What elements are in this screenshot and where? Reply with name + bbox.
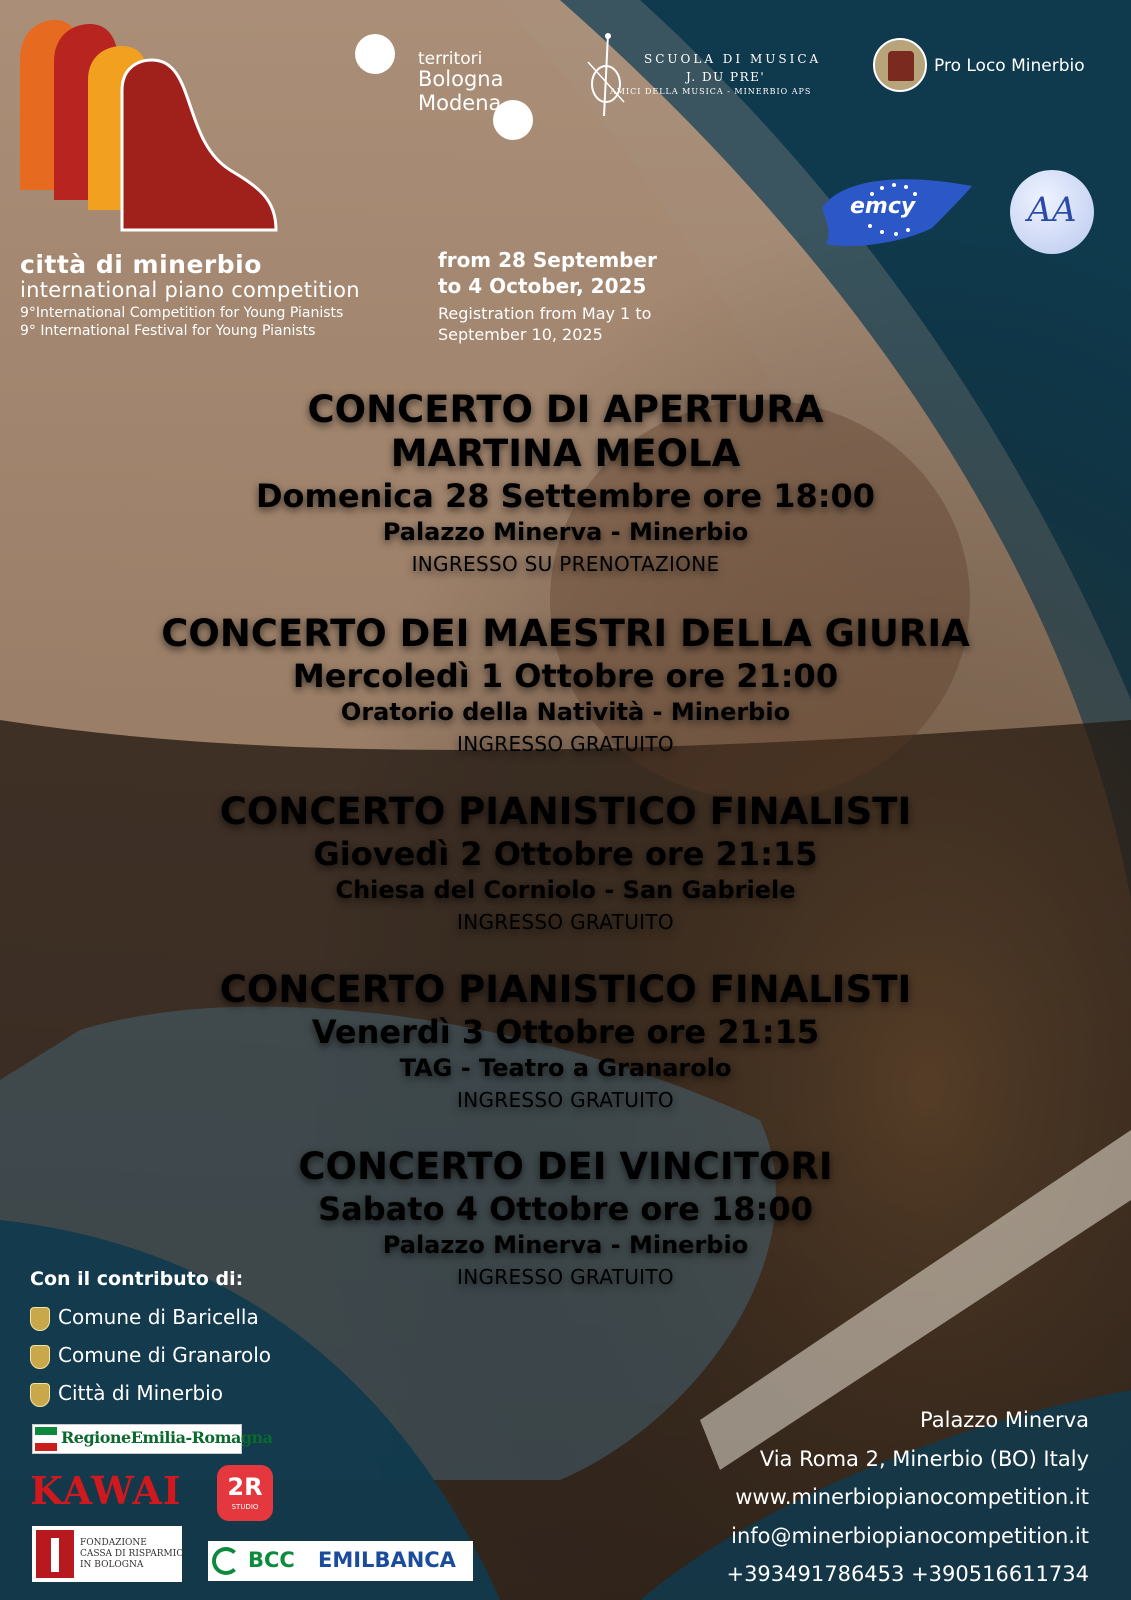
concert-title: CONCERTO DI APERTURA xyxy=(307,388,824,431)
logo-line-competition: 9°International Competition for Young Pianists xyxy=(20,305,344,321)
2r-studio-logo xyxy=(217,1465,273,1521)
concert-finalists-2 xyxy=(0,968,1131,1116)
seal-icon xyxy=(873,38,927,92)
territori-bologna-modena-logo xyxy=(355,34,535,142)
crest-icon xyxy=(30,1383,50,1407)
bcc-emilbanca-logo xyxy=(208,1541,473,1581)
competition-dates xyxy=(438,247,657,345)
fondazione-line3: IN BOLOGNA xyxy=(80,1560,144,1570)
scuola-sub2: AMICI DELLA MUSICA - MINERBIO APS xyxy=(610,87,812,96)
crest-icon xyxy=(30,1345,50,1369)
concert-performer: MARTINA MEOLA xyxy=(390,432,741,475)
venue-name: Palazzo Minerva xyxy=(920,1408,1089,1432)
concert-datetime: Mercoledì 1 Ottobre ore 21:00 xyxy=(292,657,839,695)
emcy-logo xyxy=(812,168,982,254)
contributor-name: Comune di Granarolo xyxy=(58,1343,272,1367)
scuola-name: SCUOLA DI MUSICA xyxy=(644,52,822,66)
territori-modena: Modena xyxy=(418,91,502,115)
contributor-item xyxy=(30,1305,259,1331)
concert-entry: INGRESSO GRATUITO xyxy=(457,732,674,756)
concert-datetime: Domenica 28 Settembre ore 18:00 xyxy=(255,477,876,515)
territori-bologna: Bologna xyxy=(418,67,504,91)
contributor-item xyxy=(30,1343,271,1369)
territori-small: territori xyxy=(418,49,483,69)
concert-entry: INGRESSO GRATUITO xyxy=(457,1088,674,1112)
contact-address xyxy=(726,1401,1089,1594)
contributors-heading: Con il contributo di: xyxy=(30,1268,244,1290)
piano-logo-icon xyxy=(20,20,290,240)
concert-datetime: Sabato 4 Ottobre ore 18:00 xyxy=(318,1190,813,1228)
contributor-name: Città di Minerbio xyxy=(58,1381,223,1405)
regione-label: RegioneEmilia-Romagna xyxy=(61,1428,273,1447)
street-address: Via Roma 2, Minerbio (BO) Italy xyxy=(759,1446,1089,1471)
concert-title: CONCERTO PIANISTICO FINALISTI xyxy=(219,790,912,833)
concert-title: CONCERTO DEI VINCITORI xyxy=(298,1145,833,1188)
emcy-label: emcy xyxy=(850,194,916,219)
contributors xyxy=(30,1268,272,1405)
concert-venue: Oratorio della Natività - Minerbio xyxy=(340,698,791,726)
concert-entry: INGRESSO SU PRENOTAZIONE xyxy=(411,552,720,576)
2r-sub: STUDIO xyxy=(231,1503,259,1511)
registration-line1: Registration from May 1 to xyxy=(438,304,652,323)
pro-loco-label: Pro Loco Minerbio xyxy=(934,56,1085,76)
concert-datetime: Venerdì 3 Ottobre ore 21:15 xyxy=(311,1013,820,1051)
circle-icon xyxy=(355,34,395,74)
kawai-logo: KAWAI xyxy=(30,1468,182,1513)
aa-logo xyxy=(1010,170,1094,254)
concert-venue: Chiesa del Corniolo - San Gabriele xyxy=(335,876,796,904)
2r-mark: 2R xyxy=(227,1473,263,1501)
regione-emilia-romagna-logo xyxy=(32,1424,273,1454)
dates-line1: from 28 September xyxy=(438,248,657,272)
logo-subtitle: international piano competition xyxy=(20,278,360,302)
concert-jury xyxy=(0,612,1131,760)
email-link[interactable]: info@minerbiopianocompetition.it xyxy=(731,1523,1089,1548)
emilbanca-label: EMILBANCA xyxy=(318,1548,456,1572)
concert-entry: INGRESSO GRATUITO xyxy=(457,910,674,934)
bcc-label: BCC xyxy=(248,1548,295,1572)
concert-venue: Palazzo Minerva - Minerbio xyxy=(382,1231,749,1259)
phone-numbers[interactable]: +393491786453 +390516611734 xyxy=(726,1562,1089,1586)
concert-venue: Palazzo Minerva - Minerbio xyxy=(382,518,749,546)
fondazione-icon xyxy=(36,1530,74,1578)
logo-line-festival: 9° International Festival for Young Pianists xyxy=(20,323,316,339)
scuola-sub: J. DU PRE' xyxy=(686,70,766,84)
concert-datetime: Giovedì 2 Ottobre ore 21:15 xyxy=(313,835,818,873)
concert-entry: INGRESSO GRATUITO xyxy=(457,1265,674,1289)
contributor-item xyxy=(30,1381,223,1407)
logo-title: città di minerbio xyxy=(20,250,262,279)
fondazione-carisbo-logo xyxy=(32,1526,182,1582)
fondazione-line2: CASSA DI RISPARMIO xyxy=(80,1549,184,1559)
cello-icon xyxy=(584,32,630,118)
website-link[interactable]: www.minerbiopianocompetition.it xyxy=(735,1485,1089,1509)
aa-label: AA xyxy=(1027,190,1077,230)
fondazione-line1: FONDAZIONE xyxy=(80,1538,147,1548)
concert-title: CONCERTO DEI MAESTRI DELLA GIURIA xyxy=(161,612,970,655)
concert-venue: TAG - Teatro a Granarolo xyxy=(399,1054,732,1082)
concert-opening xyxy=(0,388,1131,580)
scuola-di-musica-logo xyxy=(580,30,830,120)
registration-line2: September 10, 2025 xyxy=(438,325,603,344)
concert-finalists-1 xyxy=(0,790,1131,938)
bcc-icon xyxy=(212,1547,240,1575)
concert-title: CONCERTO PIANISTICO FINALISTI xyxy=(219,968,912,1011)
flag-icon xyxy=(35,1427,57,1451)
contributor-name: Comune di Baricella xyxy=(58,1305,259,1329)
crest-icon xyxy=(30,1307,50,1331)
dates-line2: to 4 October, 2025 xyxy=(438,274,647,298)
